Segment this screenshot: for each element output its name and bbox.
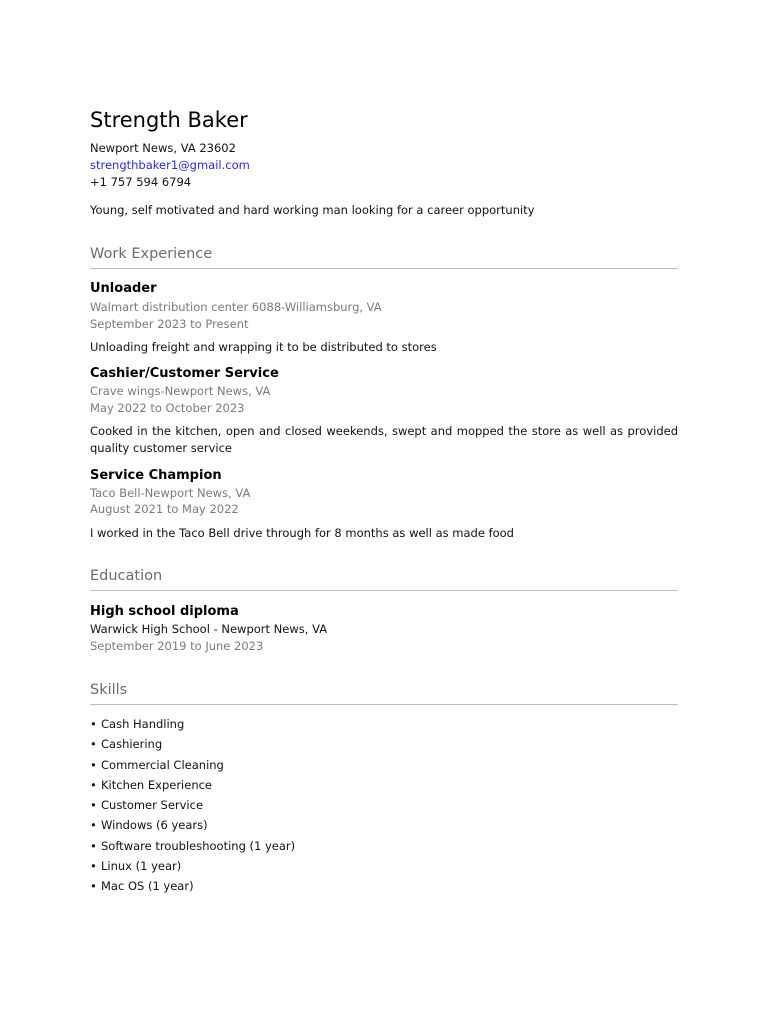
phone-text: +1 757 594 6794 (90, 175, 192, 189)
job-dates: September 2023 to Present (90, 317, 249, 331)
education-heading: Education (90, 568, 678, 591)
skill-item: • Linux (1 year) (90, 856, 295, 876)
work-experience-heading: Work Experience (90, 246, 678, 269)
email-link[interactable]: strengthbaker1@gmail.com (90, 158, 250, 172)
skills-heading: Skills (90, 682, 678, 705)
skill-item: • Customer Service (90, 795, 295, 815)
job-description: Unloading freight and wrapping it to be distributed to stores (90, 340, 437, 354)
skill-item: • Windows (6 years) (90, 815, 295, 835)
bullet-icon: • (90, 757, 97, 772)
job-description: Cooked in the kitchen, open and closed weekends, swept and mopped the store as well as provided quality customer service (90, 424, 678, 455)
education-dates: September 2019 to June 2023 (90, 639, 264, 653)
bullet-icon: • (90, 838, 97, 853)
summary-text: Young, self motivated and hard working man looking for a career opportunity (90, 203, 535, 217)
job-description: I worked in the Taco Bell drive through for 8 months as well as made food (90, 526, 514, 540)
job-company: Crave wings-Newport News, VA (90, 384, 271, 398)
skill-item: • Software troubleshooting (1 year) (90, 836, 295, 856)
skill-item: • Cash Handling (90, 714, 295, 734)
address-text: Newport News, VA 23602 (90, 141, 236, 155)
bullet-icon: • (90, 798, 97, 813)
skill-item: • Mac OS (1 year) (90, 876, 295, 896)
bullet-icon: • (90, 859, 97, 874)
bullet-icon: • (90, 717, 97, 731)
school-name: Warwick High School - Newport News, VA (90, 622, 328, 636)
candidate-name: Strength Baker (90, 108, 248, 132)
skill-item: • Kitchen Experience (90, 775, 295, 795)
bullet-icon: • (90, 737, 97, 752)
skill-item: • Cashiering (90, 734, 295, 754)
bullet-icon: • (90, 777, 97, 792)
job-company: Walmart distribution center 6088-Williamsburg, VA (90, 300, 382, 314)
degree-title: High school diploma (90, 604, 239, 619)
job-title: Cashier/Customer Service (90, 366, 279, 381)
job-dates: May 2022 to October 2023 (90, 401, 245, 415)
skill-item: • Commercial Cleaning (90, 755, 295, 775)
bullet-icon: • (90, 879, 97, 894)
bullet-icon: • (90, 818, 97, 833)
job-title: Service Champion (90, 468, 222, 483)
job-company: Taco Bell-Newport News, VA (90, 486, 251, 500)
skills-list (90, 714, 295, 897)
job-dates: August 2021 to May 2022 (90, 502, 239, 516)
job-title: Unloader (90, 281, 157, 296)
